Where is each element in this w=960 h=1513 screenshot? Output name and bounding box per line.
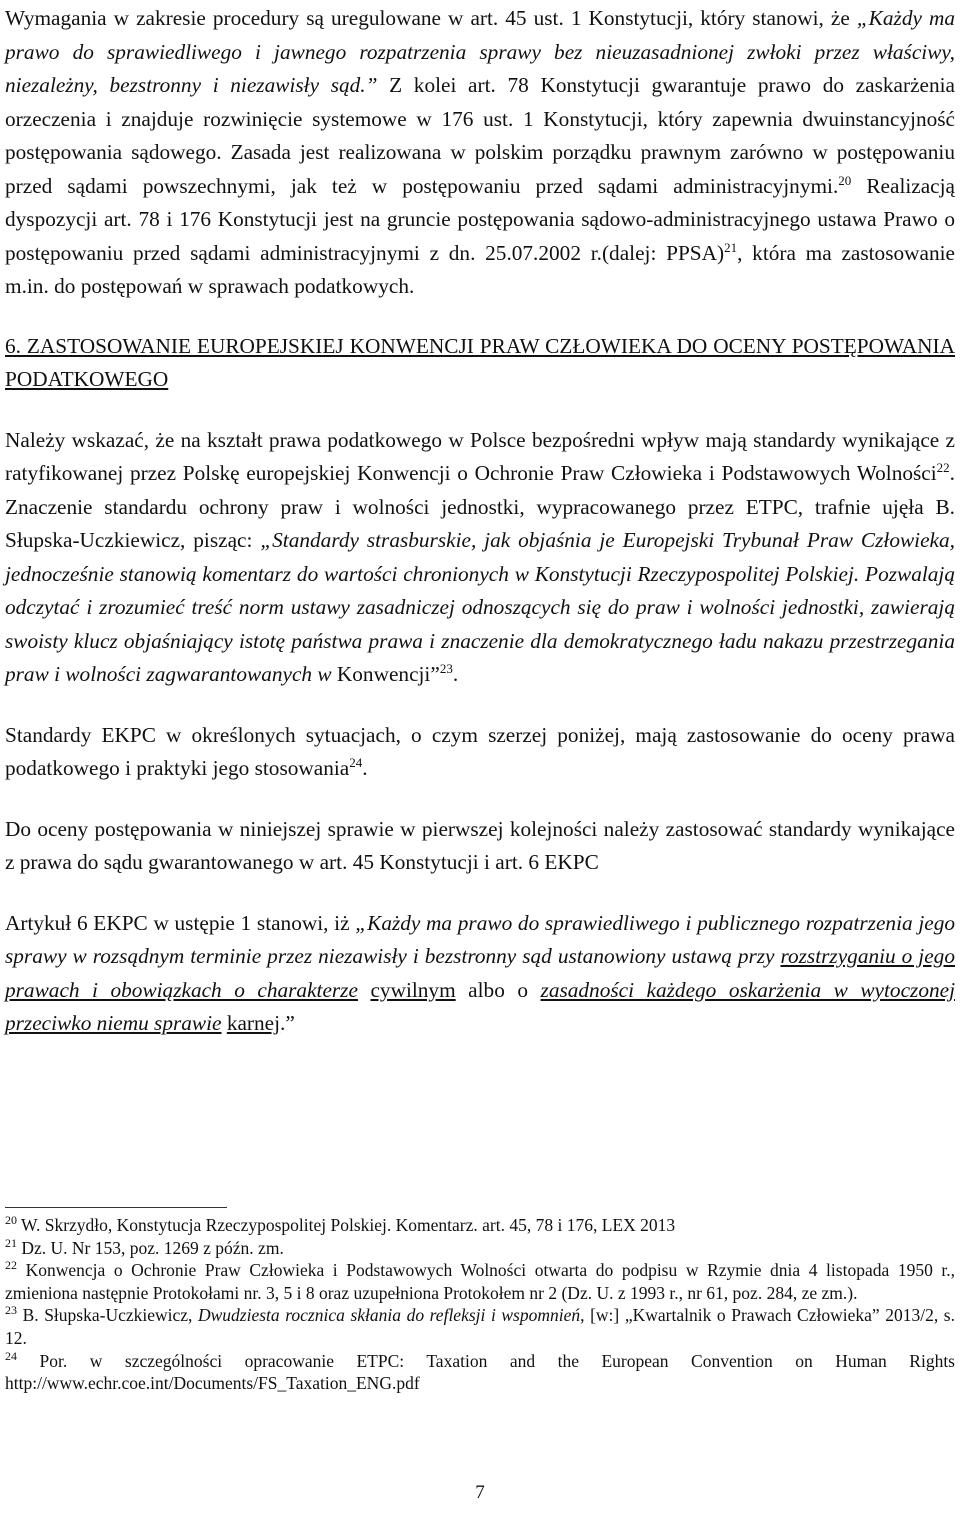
footnote-text: B. Słupska-Uczkiewicz,	[17, 1305, 198, 1326]
space	[358, 978, 371, 1002]
underlined-phrase: rozstrzyganiu o jego prawach i obowiązkach o charakterze	[5, 944, 955, 1002]
footnote-23	[5, 1304, 955, 1349]
underlined-quote-accusation: zasadności każdego oskarżenia w wytoczonej przeciwko niemu sprawie	[5, 977, 955, 1035]
footnote-title: Dwudziesta rocznica skłania do refleksji i wspomnień	[198, 1305, 581, 1326]
footnote-text: , [w:] „Kwartalnik o Prawach Człowieka” 2013/2, s. 12.	[5, 1305, 955, 1348]
footnote-21	[5, 1237, 955, 1260]
paragraph-text: . Znaczenie standardu ochrony praw i wolności jednostki, wypracowanego przez ETPC, trafnie ujęła B. Słupska-Uczkiewicz, pisząc:	[5, 461, 955, 552]
paragraph-standards-application	[5, 719, 955, 786]
footnote-text: W. Skrzydło, Konstytucja Rzeczypospolitej Polskiej. Komentarz. art. 45, 78 i 176, LEX 2013	[17, 1215, 676, 1235]
paragraph-text: Artykuł 6 EKPC w ustępie 1 stanowi, iż	[5, 910, 356, 935]
footnote-22	[5, 1259, 955, 1304]
footnote-number: 20	[5, 1213, 17, 1227]
footnote-20	[5, 1214, 955, 1237]
paragraph-text: Należy wskazać, że na kształt prawa podatkowego w Polsce bezpośredni wpływ mają standardy wynikające z ratyfikowanej przez Polskę europejskiej Konwencji o Ochronie Praw Człowieka i Podstawowych Wolności	[5, 427, 955, 485]
paragraph-text: Standardy EKPC w określonych sytuacjach, o czym szerzej poniżej, mają zastosowanie do oceny prawa podatkowego i praktyki jego stosowania	[5, 722, 955, 780]
underlined-word-criminal: karnej	[226, 1011, 281, 1035]
footnotes	[5, 1214, 955, 1395]
footnote-text: Dz. U. Nr 153, poz. 1269 z późn. zm.	[17, 1237, 284, 1258]
footnote-ref-23[interactable]: 23	[439, 661, 453, 676]
footnote-number: 23	[5, 1303, 17, 1318]
footnote-number: 21	[5, 1235, 17, 1250]
footnote-text[interactable]: Por. w szczególności opracowanie ETPC: Taxation and the European Convention on Human Rights http://www.echr.coe.int/Documents/FS_Taxation_ENG.pdf	[5, 1350, 955, 1394]
footnote-ref-20[interactable]: 20	[838, 172, 852, 188]
section-heading: 6. ZASTOSOWANIE EUROPEJSKIEJ KONWENCJI PRAW CZŁOWIEKA DO OCENY POSTĘPOWANIA PODATKOWEGO	[5, 333, 955, 391]
paragraph-text: .	[452, 662, 459, 686]
paragraph-ekpc-standards	[5, 424, 955, 692]
paragraph-text: Realizacją dyspozycji art. 78 i 176 Konstytucji jest na gruncie postępowania sądowo-administracyjnego ustawa Prawo o postępowaniu przed sądami administracyjnymi z dn. 25.07.2002 r.(dalej: PPSA)	[5, 173, 956, 265]
footnote-separator	[5, 1207, 227, 1208]
footnote-ref-21[interactable]: 21	[724, 239, 738, 255]
underlined-word-civil: cywilnym	[370, 977, 456, 1002]
page-number: 7	[475, 1482, 485, 1503]
quote-art-6: „Każdy ma prawo do sprawiedliwego i publicznego rozpatrzenia jego sprawy w rozsądnym terminie przez niezawisły i bezstronny sąd ustanowiony ustawą przy	[5, 910, 956, 968]
footnote-24	[5, 1350, 955, 1395]
paragraph-text: albo o	[455, 977, 541, 1002]
paragraph-assessment: Do oceny postępowania w niniejszej sprawie w pierwszej kolejności należy zastosować standardy wynikające z prawa do sądu gwarantowanego w art. 45 Konstytucji i art. 6 EKPC	[5, 816, 955, 874]
footnote-number: 22	[5, 1258, 17, 1273]
footnote-text: Konwencja o Ochronie Praw Człowieka i Podstawowych Wolności otwarta do podpisu w Rzymie dnia 4 listopada 1950 r., zmieniona następnie Protokołami nr. 3, 5 i 8 oraz uzupełniona Protokołem nr 2 (Dz. U. z 1993 r., nr 61, poz. 284, ze zm.).	[5, 1260, 955, 1303]
quote-art-45: „Każdy ma prawo do sprawiedliwego i jawnego rozpatrzenia sprawy bez nieuzasadnionej zwłoki przez właściwy, niezależny, bezstronny i niezawisły sąd.”	[5, 6, 955, 97]
paragraph-text: .”	[280, 1011, 295, 1035]
paragraph-article-6	[5, 907, 955, 1041]
quote-slupska: „Standardy strasburskie, jak objaśnia je Europejski Trybunał Praw Człowieka, jednocześnie stanowią komentarz do wartości chronionych w Konstytucji Rzeczypospolitej Polskiej. Pozwalają odczytać i zrozumieć treść norm ustawy zasadniczej odnoszących się do praw i wolności jednostki, zawierają swoisty klucz objaśniający istotę państwa prawa i znaczenie dla demokratycznego ładu nakazu przestrzegania praw i wolności zagwarantowanych w	[5, 528, 955, 686]
paragraph-text: , która ma zastosowanie m.in. do postępowań w sprawach podatkowych.	[5, 240, 955, 298]
footnote-ref-22[interactable]: 22	[936, 460, 950, 475]
paragraph-text: Wymagania w zakresie procedury są uregulowane w art. 45 ust. 1 Konstytucji, który stanowi, że	[5, 6, 857, 30]
footnote-number: 24	[5, 1348, 17, 1363]
paragraph-text: Konwencji”	[336, 662, 440, 686]
document-page	[5, 0, 955, 1041]
paragraph-constitution	[5, 2, 955, 304]
footnote-ref-24[interactable]: 24	[349, 755, 363, 770]
paragraph-text: .	[362, 756, 368, 780]
paragraph-text: Z kolei art. 78 Konstytucji gwarantuje prawo do zaskarżenia orzeczenia i znajduje rozwinięcie systemowe w 176 ust. 1 Konstytucji, który zapewnia dwuinstancyjność postępowania sądowego. Zasada jest realizowana w polskim porządku prawnym zarówno w postępowaniu przed sądami powszechnymi, jak też w postępowaniu przed sądami administracyjnymi.	[5, 73, 955, 198]
